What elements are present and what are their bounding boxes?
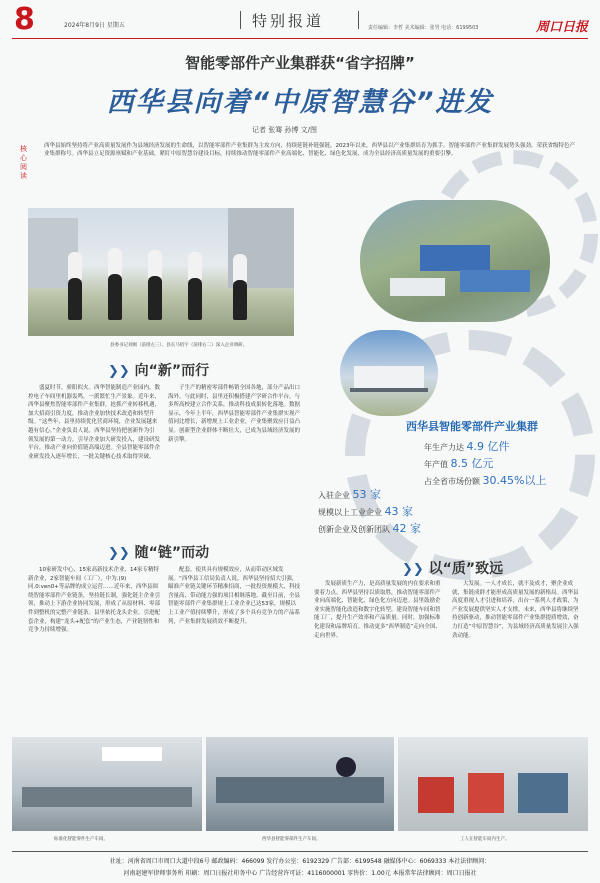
issue-date: 2024年8月9日 星期五 <box>64 22 125 29</box>
article-column: 10家研发中心、15家高新技术企业、14家专精特新企业，2家智能车间（工厂），中为.(9)同.0:ven0+等品牌的成立运营……近年来，西华县围绕智能零部件产业链条，坚持链长制，强化链主企业引领，推动上下游企业协同发展，形成了从原材料、零部件到整机的完整产业链条。县里依托龙头企业，引进配套企业，构建“龙头+配套”的产业生态，产业链韧性和竞争力持续增强。 <box>28 567 160 634</box>
double-arrow-icon: ❯❯ <box>402 562 424 577</box>
leaders-inspection-photo <box>28 208 294 336</box>
section-heading <box>402 558 503 578</box>
article-title: 西华县向着“中原智慧谷”进发 <box>106 87 494 118</box>
stat-value: 43 家 <box>384 505 414 518</box>
section-divider <box>240 11 241 29</box>
stat-value: 8.5 亿元 <box>450 457 494 470</box>
article-subtitle: 智能零部件产业集群获“省字招牌” <box>185 54 415 72</box>
section-title: 特别报道 <box>252 12 325 30</box>
article-column: 配套，使其具有规模效应，从而带动区域发展。“西华县工信局负责人说。西华县坚持招大引强，瞄准产业链关键环节精准招商，一批投资规模大、科技含量高、带动能力强的项目相继落地。截至目前，全县智能零部件产业集群规上工业企业已达53家，规模以上工业产值持续攀升，形成了多个具有竞争力的产品系列，产业集群发展质效不断提升。 <box>168 567 300 625</box>
heading-text: 随“链”而动 <box>134 545 210 561</box>
article-column: 发展新质生产力，是高质量发展的内在要求和重要着力点。西华县坚持以质取胜，推动智能零部件产业向高端化、智能化、绿色化方向迈进。县里鼓励企业实施智能化改造和数字化转型，建设智能车间和智能工厂，提升生产效率和产品质量。同时，加强标准化建设和品牌培育，推动更多“西华制造”走向全国、走向世界。 <box>314 581 441 639</box>
stat-value: 4.9 亿件 <box>466 440 510 453</box>
industrial-park-aerial-photo <box>360 200 550 322</box>
section-heading <box>108 360 209 380</box>
cluster-stat <box>424 438 510 454</box>
factory-gate-photo <box>340 330 438 416</box>
footer-info: 河南赵建军律师事务所 印刷：周口日报社印务中心 广告经营许可证：4116000001 零售价：1.00元 本报常年法律顾问：周口日报社 <box>123 870 477 877</box>
byline: 记者 张骞 孙博 文/图 <box>252 126 318 134</box>
photo-caption: 县委书记刘刚（前排左三）、县长马绍宇（前排右二）深入企业调研。 <box>110 343 248 348</box>
stat-value: 42 家 <box>392 522 422 535</box>
page-header <box>0 0 600 40</box>
cluster-stat <box>318 503 413 519</box>
photo-caption: 标准化智能零件生产车间。 <box>54 837 108 842</box>
photo-caption: 西华县智能零部件生产车间。 <box>262 837 321 842</box>
photo-caption: 工人在智能车间内生产。 <box>460 837 510 842</box>
cluster-stat <box>318 486 381 502</box>
heading-text: 向“新”而行 <box>134 363 210 379</box>
cluster-stat <box>424 472 547 488</box>
article-column: 盛夏时节，骄阳似火。西华智能制造产业园内，数控电子车间里机器轰鸣，一派繁忙生产景象。近年来，西华县聚焦智能零部件产业集群，抢抓产业转移机遇，加大招商引资力度，推动企业加快技术改造和转型升级。“这些年，县里持续优化营商环境，企业发展越来越有信心。”企业负责人说。西华县坚持把创新作为引领发展的第一动力，引导企业加大研发投入，建设研发平台，推动产业向价值链高端迈进。全县智能零部件企业研发投入逐年增长，一批关键核心技术取得突破。 <box>28 385 160 460</box>
stat-value: 30.45%以上 <box>482 474 547 487</box>
article-column: 子生产的精密零部件畅销全国各地，部分产品出口海外。与此同时，县里还积极搭建产学研合作平台，与多所高校建立合作关系，推动科技成果转化落地。数据显示，今年上半年，西华县智能零部件产业集群实现产值同比增长，新增规上工业企业，产业集聚效应日益凸显。创新型企业群体不断壮大，已成为县域经济发展的新引擎。 <box>168 385 300 443</box>
workshop-machines-photo <box>398 737 588 831</box>
footer-rule <box>12 851 588 852</box>
cluster-title: 西华县智能零部件产业集群 <box>406 420 538 433</box>
workshop-photo <box>12 737 202 831</box>
lead-paragraph: 西华县始终坚持将产业高质量发展作为县域经济发展的生命线，以智能零部件产业集群为主攻方向，持续延链补链强链，2023年以来，西华县以产业集群培育为抓手，智能零部件产业集群发展势头强劲，荣获省级特色产业集群称号。西华县立足资源禀赋和产业基础，紧盯中原智慧谷建设目标，持续推动智能零部件产业高端化、智能化、绿色化发展，成为全县经济高质量发展的重要引擎。 <box>44 143 576 158</box>
header-rule <box>12 38 588 39</box>
stat-label: 占全省市场份额 <box>424 477 480 486</box>
page-number: 8 <box>14 2 35 37</box>
section-heading <box>108 542 209 562</box>
cluster-stat <box>424 455 494 471</box>
section-divider <box>358 11 359 29</box>
stat-label: 年生产力达 <box>424 443 464 452</box>
lead-label: 核心阅读 <box>20 145 27 180</box>
heading-text: 以“质”致远 <box>428 561 504 577</box>
stat-label: 规模以上工业企业 <box>318 508 382 517</box>
stat-label: 年产值 <box>424 460 448 469</box>
production-line-photo <box>206 737 394 831</box>
article-column: 大发展。一人才成长，就不及成才，聚企业成就，集链成群才能形成高质量发展的新格局。西华县高度重视人才引进和培养，出台一系列人才政策，为产业发展提供坚实人才支撑。未来，西华县将继续坚持创新驱动，推动智能零部件产业集群提质增效，奋力打造“中原智慧谷”，为县域经济高质量发展注入强劲动能。 <box>452 581 579 639</box>
stat-label: 创新企业及创新团队 <box>318 525 390 534</box>
stat-value: 53 家 <box>352 488 382 501</box>
cluster-stat <box>318 520 421 536</box>
newspaper-logo: 周口日报 <box>536 20 589 35</box>
double-arrow-icon: ❯❯ <box>108 546 130 561</box>
stat-label: 入驻企业 <box>318 491 350 500</box>
editor-credits: 责任编辑：李哲 美术编辑：张男 电话：6199503 <box>368 25 479 31</box>
footer-info: 社址：河南省周口市周口大道中段6号 邮政编码：466099 发行办公室：6192329 广告部：6199548 融媒体中心：6069333 本社法律顾问： <box>109 858 491 865</box>
double-arrow-icon: ❯❯ <box>108 364 130 379</box>
